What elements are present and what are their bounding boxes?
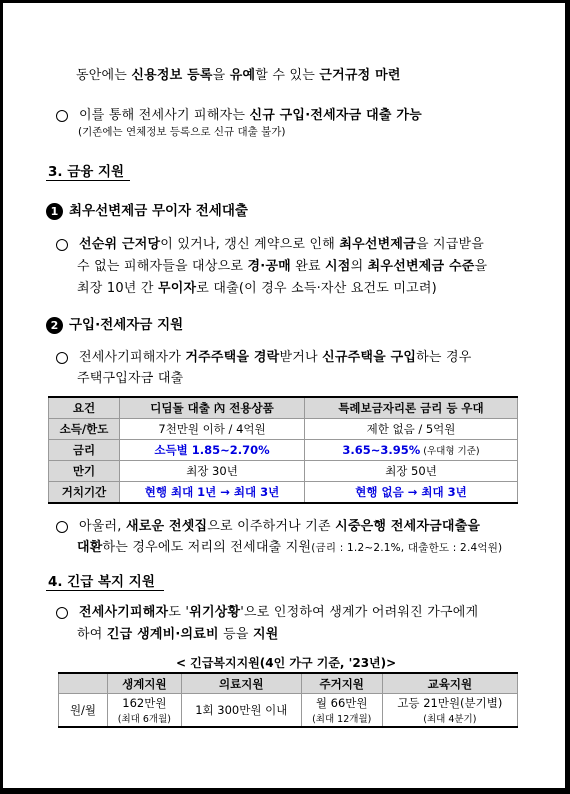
table-header-cell (59, 673, 108, 694)
para-purchase-line1: 전세사기피해자가 거주주택을 경락받거나 신규주택을 구입하는 경우 (56, 346, 471, 365)
para-interest-free-line2: 수 없는 피해자들을 대상으로 경·공매 완료 시점의 최우선변제금 수준을 (77, 259, 488, 274)
heading-purchase-loan: 2 구입·전세자금 지원 (46, 313, 183, 334)
table-cell: 최장 30년 (120, 461, 305, 482)
table-cell: 1회 300만원 이내 (181, 694, 301, 728)
section-title-finance: 3. 금융 지원 (48, 164, 125, 180)
para-welfare-line1: 전세사기피해자도 '위기상황'으로 인정하여 생계가 어려워진 가구에게 (56, 601, 478, 620)
table-cell: 현행 최대 1년 → 최대 3년 (120, 482, 305, 504)
section-underline (46, 590, 164, 591)
table-header-cell: 생계지원 (108, 673, 182, 694)
table-header-cell: 의료지원 (181, 673, 301, 694)
loan-comparison-table (48, 396, 518, 504)
table-header-cell: 교육지원 (382, 673, 517, 694)
table-cell: 162만원 (최대 6개월) (108, 694, 182, 728)
table-cell: 소득별 1.85~2.70% (120, 440, 305, 461)
table-cell: 현행 없음 → 최대 3년 (305, 482, 518, 504)
para-purchase-line2: 주택구입자금 대출 (77, 371, 184, 386)
row-label: 원/월 (59, 694, 108, 728)
table-cell: 3.65~3.95% (우대형 기준) (305, 440, 518, 461)
para-refinance-line1: 아울러, 새로운 전셋집으로 이주하거나 기존 시중은행 전세자금대출을 (56, 515, 480, 534)
table-header-cell: 요건 (49, 397, 120, 419)
para-interest-free-line1: 선순위 근저당이 있거나, 갱신 계약으로 인해 최우선변제금을 지급받을 (56, 233, 484, 252)
table-row (59, 694, 518, 728)
para-welfare-line2: 하여 긴급 생계비·의료비 등을 지원 (77, 627, 279, 642)
section-underline (46, 180, 130, 181)
note-previous: (기존에는 연체정보 등록으로 신규 대출 불가) (78, 126, 286, 138)
table-row (49, 440, 518, 461)
table-row (49, 419, 518, 440)
table-header-cell: 주거지원 (301, 673, 382, 694)
section-title-welfare: 4. 긴급 복지 지원 (48, 574, 155, 590)
para-interest-free-line3: 최장 10년 간 무이자로 대출(이 경우 소득·자산 요건도 미고려) (77, 281, 437, 296)
emergency-welfare-table (58, 672, 518, 728)
row-label: 만기 (49, 461, 120, 482)
bullet-circle-icon (56, 110, 68, 122)
table-row (49, 461, 518, 482)
number-badge-icon: 1 (46, 203, 63, 220)
table-cell: 7천만원 이하 / 4억원 (120, 419, 305, 440)
heading-priority-deposit-loan: 1 최우선변제금 무이자 전세대출 (46, 199, 248, 220)
para-refinance-line2: 대환하는 경우에도 저리의 전세대출 지원(금리 : 1.2~2.1%, 대출한도 : 2.4억원) (77, 540, 503, 555)
row-label: 금리 (49, 440, 120, 461)
table-cell: 고등 21만원(분기별) (최대 4분기) (382, 694, 517, 728)
row-label: 거치기간 (49, 482, 120, 504)
bullet-circle-icon (56, 521, 68, 533)
number-badge-icon: 2 (46, 317, 63, 334)
table-header-cell: 특례보금자리론 금리 등 우대 (305, 397, 518, 419)
para-new-loan: 이를 통해 전세사기 피해자는 신규 구입·전세자금 대출 가능 (56, 104, 422, 123)
table-header-row (59, 673, 518, 694)
table-header-cell: 디딤돌 대출 內 전용상품 (120, 397, 305, 419)
table-cell: 제한 없음 / 5억원 (305, 419, 518, 440)
bullet-circle-icon (56, 352, 68, 364)
para-credit-info: 동안에는 신용정보 등록을 유예할 수 있는 근거규정 마련 (76, 68, 401, 83)
bullet-circle-icon (56, 239, 68, 251)
bullet-circle-icon (56, 607, 68, 619)
table-header-row (49, 397, 518, 419)
table-row (49, 482, 518, 504)
table-cell: 월 66만원 (최대 12개월) (301, 694, 382, 728)
table-caption: < 긴급복지지원(4인 가구 기준, '23년)> (176, 656, 397, 670)
row-label: 소득/한도 (49, 419, 120, 440)
table-cell: 최장 50년 (305, 461, 518, 482)
